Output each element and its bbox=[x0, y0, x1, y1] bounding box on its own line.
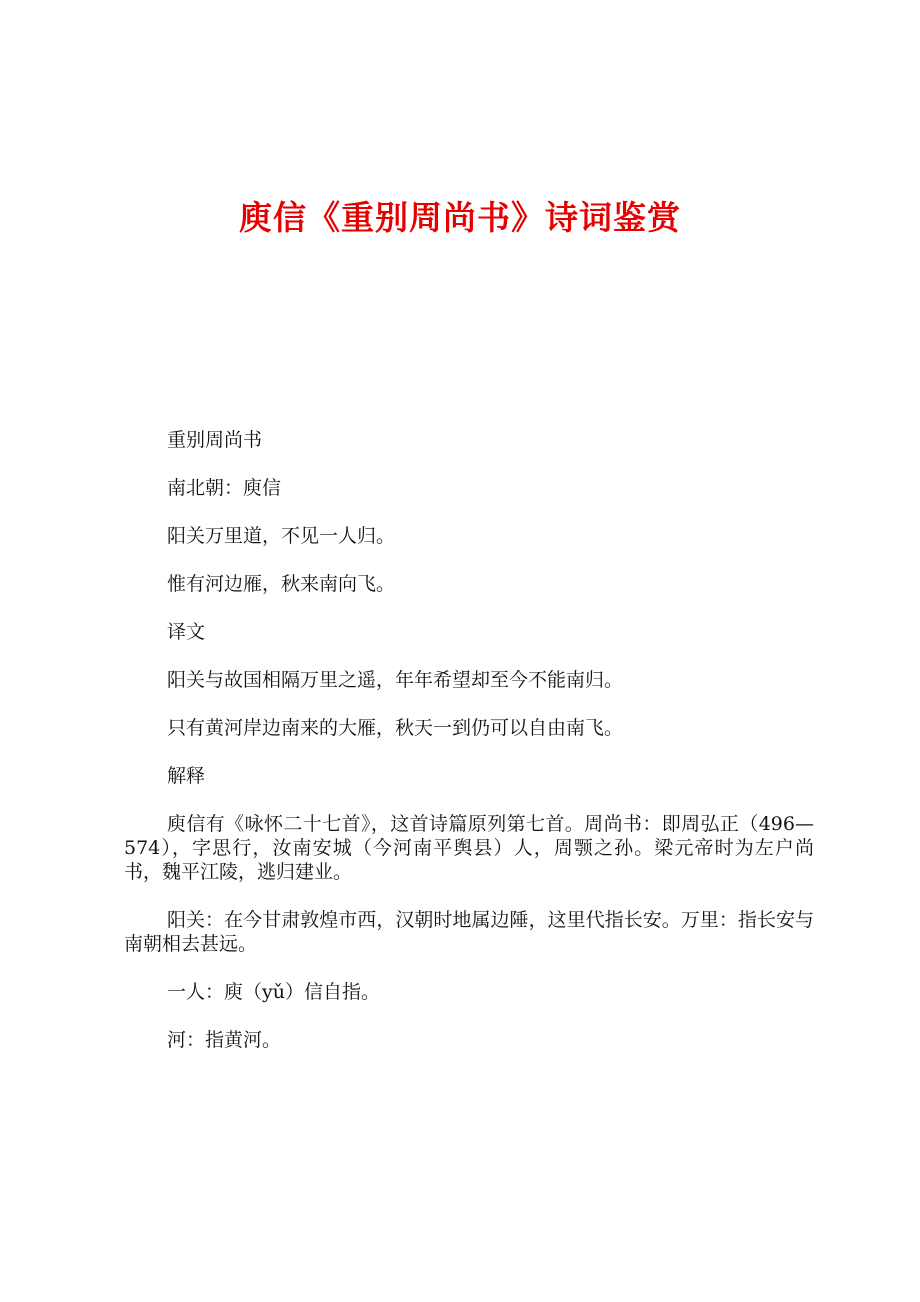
translation-line: 只有黄河岸边南来的大雁，秋天一到仍可以自由南飞。 bbox=[167, 717, 624, 739]
note-paragraph: 一人：庾（yǔ）信自指。 bbox=[167, 981, 380, 1003]
document-body bbox=[124, 428, 814, 1076]
poem-author: 南北朝：庾信 bbox=[167, 477, 282, 499]
notes-heading: 解释 bbox=[167, 765, 206, 787]
poem-title: 重别周尚书 bbox=[167, 429, 263, 451]
translation-heading: 译文 bbox=[167, 621, 206, 643]
note-paragraph: 庾信有《咏怀二十七首》，这首诗篇原列第七首。周尚书：即周弘正（496—574），字思行，汝南安城（今河南平舆县）人，周颚之孙。梁元帝时为左户尚书，魏平江陵，逃归建业。 bbox=[124, 813, 814, 883]
poem-line: 惟有河边雁，秋来南向飞。 bbox=[167, 573, 396, 595]
note-paragraph: 阳关：在今甘肃敦煌市西，汉朝时地属边陲，这里代指长安。万里：指长安与南朝相去甚远。 bbox=[124, 909, 814, 955]
document-title: 庾信《重别周尚书》诗词鉴赏 bbox=[239, 198, 681, 237]
translation-line: 阳关与故国相隔万里之遥，年年希望却至今不能南归。 bbox=[167, 669, 624, 691]
poem-line: 阳关万里道，不见一人归。 bbox=[167, 525, 396, 547]
note-paragraph: 河：指黄河。 bbox=[167, 1029, 282, 1051]
